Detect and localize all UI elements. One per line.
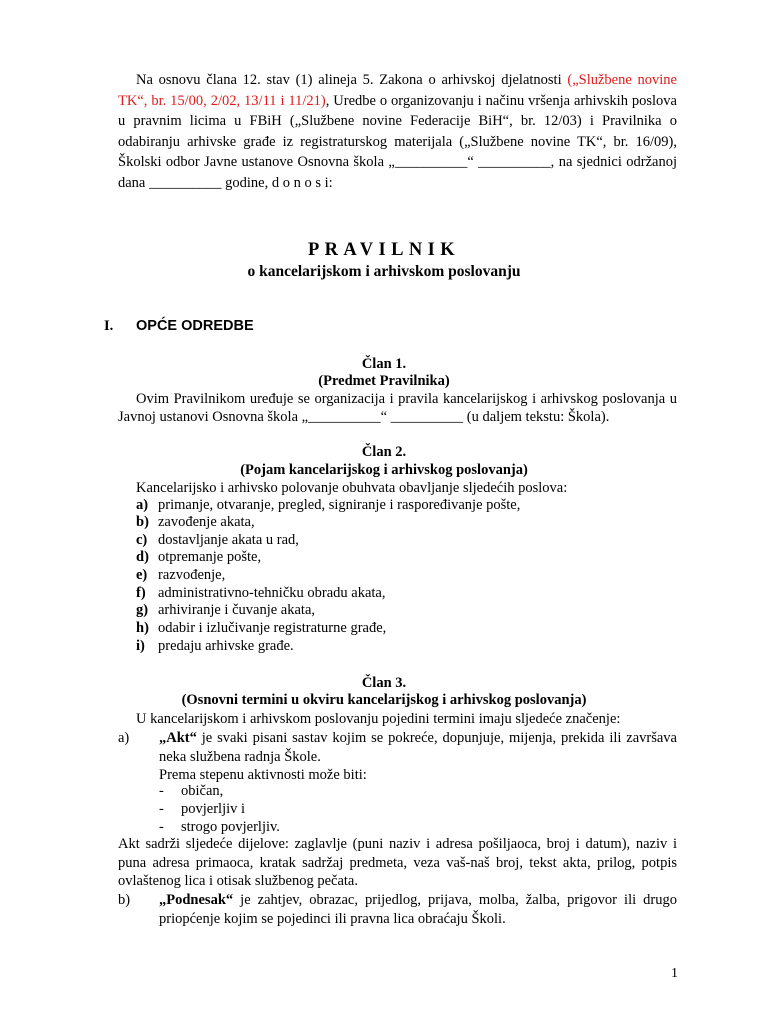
clan2-subheading: (Pojam kancelarijskog i arhivskog poslovanja) <box>240 462 528 478</box>
intro-text-end: , Uredbe o organizovanju i načinu vršenja arhivskih poslova u pravnim licima u FBiH („Službene novine Federacije BiH“, br. 12/03) i Pravilnika o odabiranju arhivske građe iz registraturskog materijala („Službene novine TK“, br. 16/09), Školski odbor Javne ustanove Osnovna škola „__________“ __________, na sjednici održanoj dana __________ godine, d o n o s i: <box>118 92 677 191</box>
clan3-a-definition: „Akt“ je svaki pisani sastav kojim se pokreće, dopunjuje, mijenja, prekida ili završava neka službena radnja Škole. <box>159 730 677 765</box>
document-title: PRAVILNIK <box>307 240 461 260</box>
list-item: e) razvođenje, <box>136 567 226 583</box>
list-item: a) primanje, otvaranje, pregled, signiranje i raspoređivanje pošte, <box>136 497 521 513</box>
list-item: - povjerljiv i <box>159 801 246 817</box>
clan3-akt-contents: Akt sadrži sljedeće dijelove: zaglavlje (puni naziv i adresa pošiljaoca, broj i datum), naziv i puna adresa primaoca, kratak sadržaj predmeta, veza vaš-naš broj, tekst akta, prilog, potpis ovlaštenog lica i otisak službenog pečata. <box>118 836 677 889</box>
clan2-intro: Kancelarijsko i arhivsko polovanje obuhvata obavljanje sljedećih poslova: <box>136 480 568 496</box>
clan3-subheading: (Osnovni termini u okviru kancelarijskog i arhivskog poslovanja) <box>181 692 587 708</box>
intro-text-start: Na osnovu člana 12. stav (1) alineja 5. Zakona o arhivskoj djelatnosti <box>136 72 568 88</box>
section-label: OPĆE ODREDBE <box>136 318 254 334</box>
list-item: c) dostavljanje akata u rad, <box>136 532 299 548</box>
clan3-a-letter: a) <box>118 730 130 746</box>
clan3-intro: U kancelarijskom i arhivskom poslovanju pojedini termini imaju sljedeće značenje: <box>136 711 621 727</box>
clan3-degree-intro: Prema stepenu aktivnosti može biti: <box>159 767 367 783</box>
list-item: h) odabir i izlučivanje registraturne građe, <box>136 620 387 636</box>
intro-paragraph <box>118 70 677 194</box>
clan1-subheading: (Predmet Pravilnika) <box>318 373 450 389</box>
clan3-b-letter: b) <box>118 892 131 908</box>
list-item: - običan, <box>159 783 224 799</box>
section-heading <box>104 318 254 335</box>
clan1-text: Ovim Pravilnikom uređuje se organizacija i pravila kancelarijskog i arhivskog poslovanja u Javnoj ustanovi Osnovna škola „__________“ __________ (u daljem tekstu: Škola). <box>118 391 677 425</box>
list-item: - strogo povjerljiv. <box>159 819 280 835</box>
clan3-b-definition: „Podnesak“ je zahtjev, obrazac, prijedlog, prijava, molba, žalba, prigovor ili drugo priopćenje kojim se pojedinci ili pravna lica obraćaju Školi. <box>159 892 677 927</box>
clan1-heading: Član 1. <box>361 356 407 372</box>
intro-red-citation: („Službene novine TK“, br. 15/00, 2/02, 13/11 i 11/21) <box>118 72 677 109</box>
list-item: g) arhiviranje i čuvanje akata, <box>136 602 316 618</box>
list-item: d) otpremanje pošte, <box>136 549 262 565</box>
clan3-heading: Član 3. <box>361 675 407 691</box>
section-number: I. <box>104 318 114 334</box>
page-number: 1 <box>671 966 678 981</box>
list-item: i) predaju arhivske građe. <box>136 638 294 654</box>
list-item: f) administrativno-tehničku obradu akata, <box>136 585 386 601</box>
list-item: b) zavođenje akata, <box>136 514 255 530</box>
clan2-heading: Član 2. <box>361 444 407 460</box>
document-subtitle: o kancelarijskom i arhivskom poslovanju <box>247 263 521 280</box>
